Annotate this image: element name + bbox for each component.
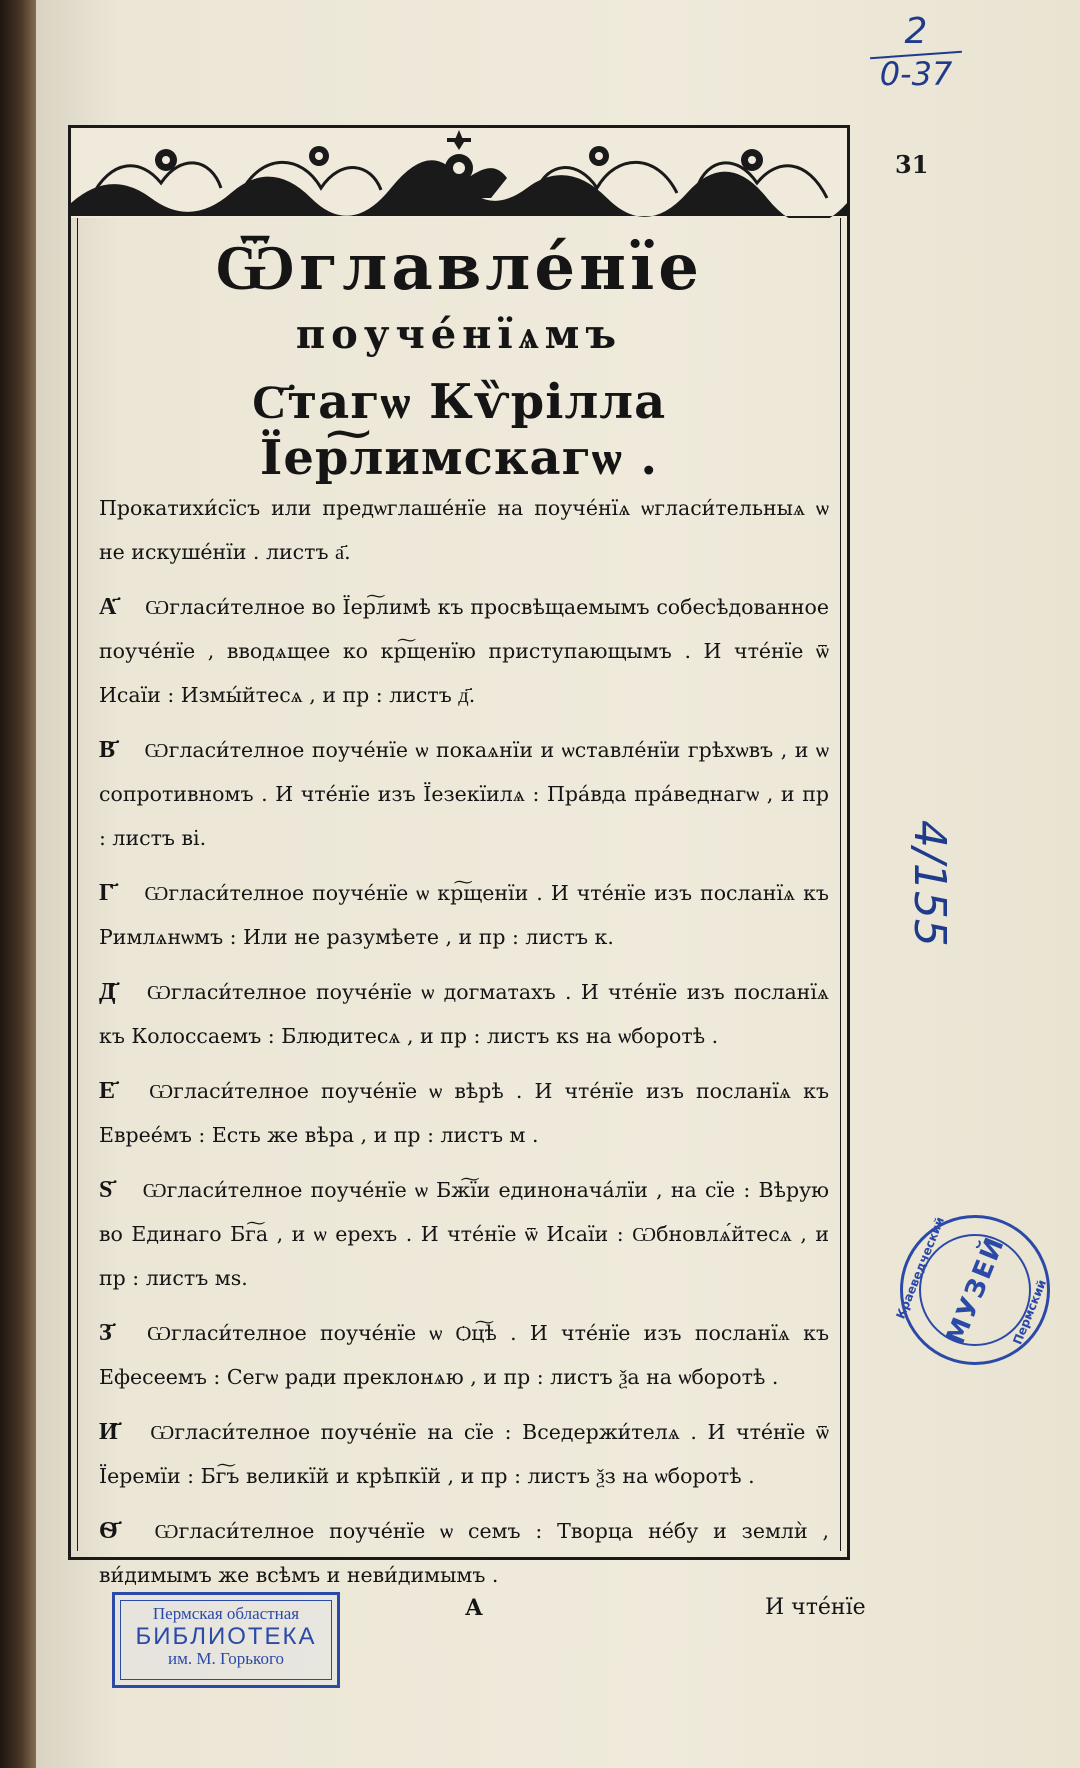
entry-number: Е҃ — [99, 1075, 116, 1104]
contents-entry — [99, 1409, 829, 1498]
library-stamp — [112, 1592, 340, 1688]
contents-entry — [99, 870, 829, 959]
title-block — [71, 230, 847, 487]
library-stamp-line-3: им. М. Горького — [167, 1649, 284, 1669]
entry-text: Ѡгласи́телное поуче́нїе ѡ догматахъ . И чте́нїе изъ посланїѧ къ Колоссаемъ : Блюдитесѧ , и пр : листъ кѕ на ѡборотѣ . — [99, 980, 829, 1048]
contents-entry — [99, 1068, 829, 1157]
entry-text: Ѡгласи́телное во Їер͠лимѣ къ просвѣщаемымъ собесѣдованное поуче́нїе , вводѧщее ко кр͠щенїю приступающымъ . И чте́нїе ѿ Исаїи : Измы́йтесѧ , и пр : листъ д҃. — [99, 595, 829, 707]
entry-text: Ѡгласи́телное поуче́нїе ѡ Ѻц͠ѣ . И чте́нїе изъ посланїѧ къ Ефесеемъ : Сегѡ ради преклонѧю , и пр : листъ ѯа на ѡборотѣ . — [99, 1321, 829, 1389]
entry-number: З҃ — [99, 1317, 112, 1346]
contents-entry — [99, 584, 829, 717]
library-stamp-line-1: Пермская областная — [152, 1604, 300, 1623]
shelfmark-number: 2 — [904, 11, 928, 52]
contents-entry — [99, 1167, 829, 1300]
folio-number: 31 — [895, 150, 929, 179]
museum-stamp-ring-top: Краеведческий — [893, 1214, 948, 1321]
ornamental-headpiece — [71, 128, 847, 218]
library-stamp-inner-border — [120, 1600, 332, 1680]
catchword-right: И чте́нїе — [765, 1595, 866, 1620]
entry-text: Прокатихи́сїсъ или предѡглаше́нїе на поуче́нїѧ ѡгласи́тельныѧ ѡ не искуше́нїи . листъ а҃. — [99, 496, 829, 564]
entry-number: Ѕ҃ — [99, 1174, 113, 1203]
shelfmark — [870, 11, 962, 93]
entry-number: В҃ — [99, 734, 116, 763]
entry-text: Ѡгласи́телное поуче́нїе на сїе : Вседержи́телѧ . И чте́нїе ѿ Їеремїи : Бг͠ъ великїй и крѣпкїй , и пр : листъ ѯз на ѡборотѣ . — [99, 1420, 829, 1488]
contents-list — [99, 486, 829, 1607]
entry-text: Ѡгласи́телное поуче́нїе ѡ семъ : Творца не́бу и землѝ , ви́димымъ же всѣмъ и неви́димымъ . — [99, 1519, 829, 1587]
inventory-number: 4/155 — [904, 820, 955, 947]
entry-text: Ѡгласи́телное поуче́нїе ѡ кр͠щенїи . И чте́нїе изъ посланїѧ къ Римлѧнѡмъ : Или не разумѣете , и пр : листъ к. — [99, 881, 829, 949]
entry-number: Ѳ҃ — [99, 1515, 118, 1544]
text-frame — [68, 125, 850, 1587]
title-line-1: Ѿглавле́нїе — [214, 230, 704, 305]
library-stamp-line-2: БИБЛИОТЕКА — [135, 1623, 317, 1650]
catchword-left: А — [465, 1595, 483, 1621]
entry-number: И҃ — [99, 1416, 118, 1445]
title-line-3: С҃тагѡ Кѷрілла Їер͠лимскагѡ . — [251, 374, 667, 487]
entry-number: Г҃ — [99, 877, 115, 906]
contents-entry — [99, 1508, 829, 1597]
museum-stamp-center: МУЗЕЙ — [940, 1231, 1012, 1349]
book-spine — [0, 0, 38, 1768]
entry-text: Ѡгласи́телное поуче́нїе ѡ вѣрѣ . И чте́нїе изъ посланїѧ къ Еврее́мъ : Есть же вѣра , и пр : листъ м . — [99, 1079, 829, 1147]
entry-text: Ѡгласи́телное поуче́нїе ѡ покаѧнїи и ѡставле́нїи грѣхѡвъ , и ѡ сопротивномъ . И чте́нїе изъ Їезекїилѧ : Пра́вда пра́веднагѡ , и пр : листъ ві. — [99, 738, 829, 850]
museum-stamp-ring-bottom: Пермский — [1010, 1277, 1050, 1347]
shelfmark-code: 0-37 — [879, 55, 953, 93]
entry-number: А҃ — [99, 591, 117, 620]
entry-text: Ѡгласи́телное поуче́нїе ѡ Бж͠їи единонача́лїи , на сїе : Вѣрую во Единаго Бг͠а , и ѡ ерехъ . И чте́нїе ѿ Исаїи : Ѡбновлѧ́йтесѧ , и пр : листъ мѕ. — [99, 1178, 829, 1290]
contents-entry — [99, 727, 829, 860]
contents-entry — [99, 1310, 829, 1399]
contents-entry — [99, 969, 829, 1058]
title-line-2: поуче́нїѧмъ — [295, 311, 623, 359]
contents-entry — [99, 486, 829, 574]
entry-number: Д҃ — [99, 976, 116, 1005]
